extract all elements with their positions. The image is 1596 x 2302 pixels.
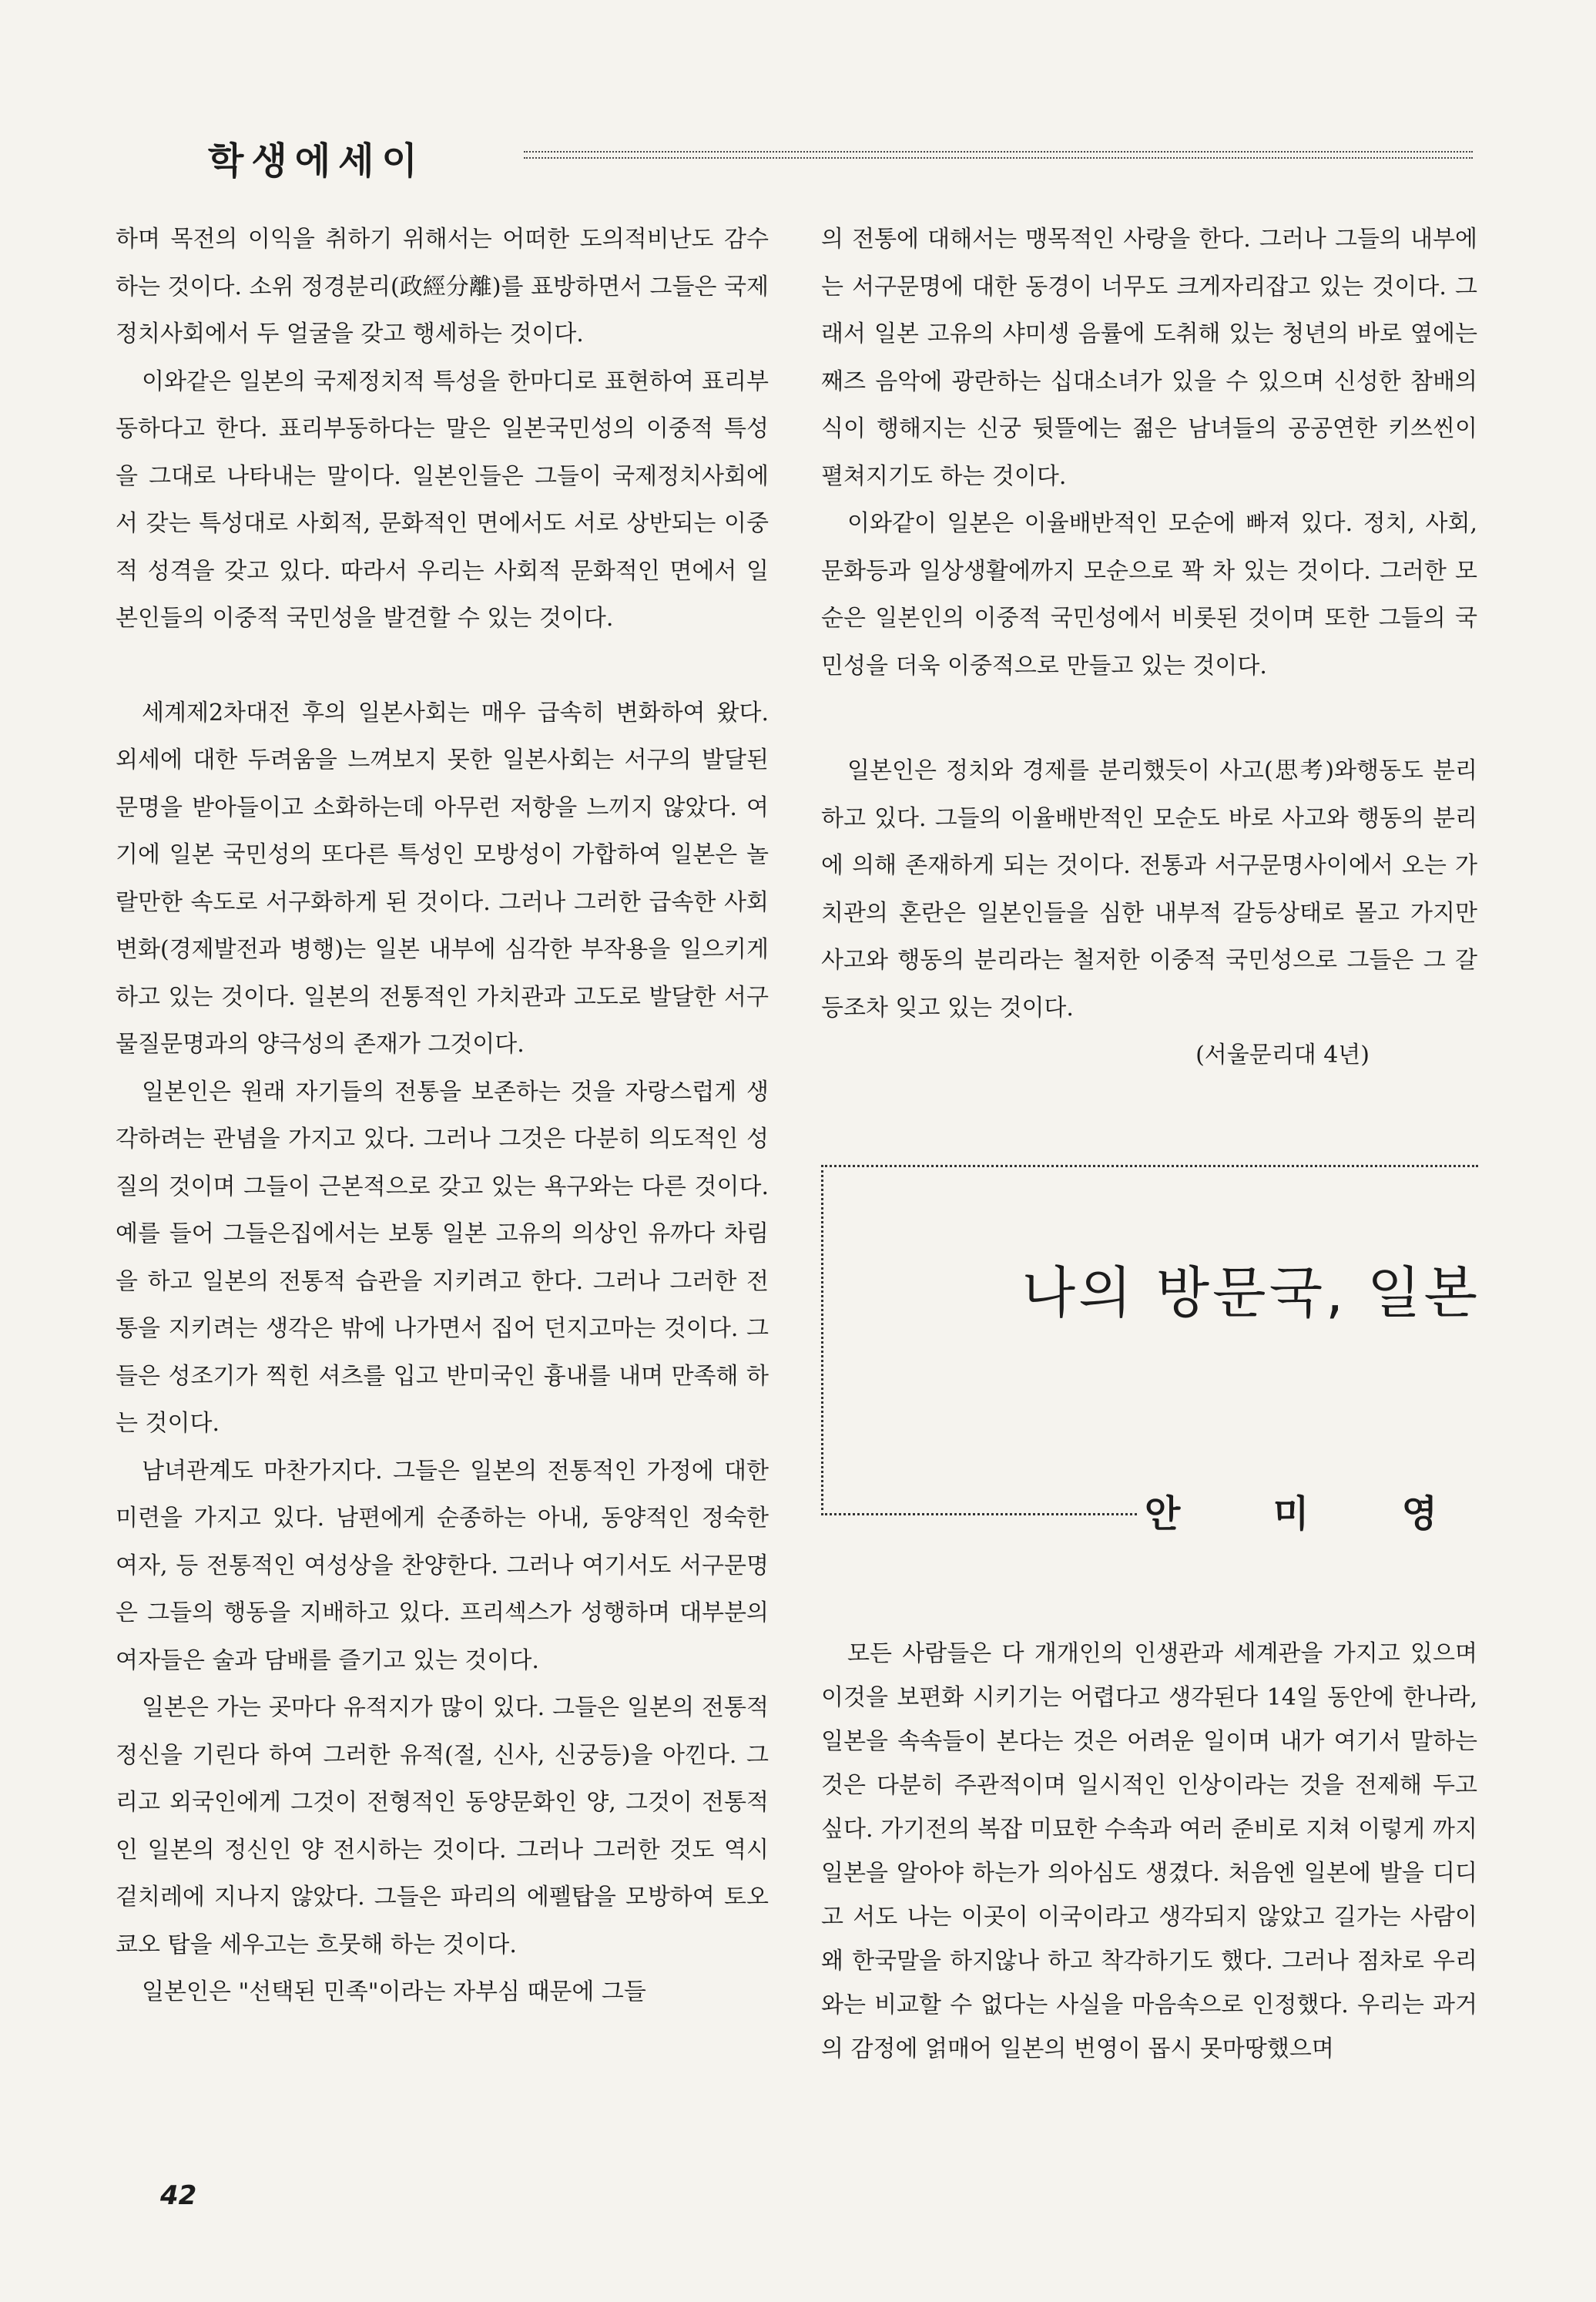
article-title-frame-bottom bbox=[821, 1513, 1137, 1515]
paragraph: 이와같이 일본은 이율배반적인 모순에 빠져 있다. 정치, 사회, 문화등과 일상생활에까지 모순으로 꽉 차 있는 것이다. 그러한 모순은 일본인의 이중적 국민성에서 비롯된 것이며 또한 그들의 국민성을 더욱 이중적으로 만들고 있는 것이다. bbox=[821, 510, 1477, 680]
paragraph: 모든 사람들은 다 개개인의 인생관과 세계관을 가지고 있으며 이것을 보편화 시키기는 어렵다고 생각된다 14일 동안에 한나라, 일본을 속속들이 본다는 것은 어려운 일이며 내가 여기서 말하는 것은 다분히 주관적이며 일시적인 인상이라는 것을 전제해 두고 싶다. 가기전의 복잡 미묘한 수속과 여러 준비로 지쳐 이렇게 까지 일본을 알아야 하는가 의아심도 생겼다. 처음엔 일본에 발을 디디고 서도 나는 이곳이 이국이라고 생각되지 않았고 길가는 사람이 왜 한국말을 하지않나 하고 착각하기도 했다. 그러나 점차로 우리와는 비교할 수 없다는 사실을 마음속으로 인정했다. 우리는 과거의 감정에 얽매어 일본의 번영이 몹시 못마땅했으며 bbox=[821, 1640, 1477, 2062]
paragraph: 일본인은 "선택된 민족"이라는 자부심 때문에 그들 bbox=[142, 1978, 646, 2005]
right-column bbox=[821, 216, 1477, 1079]
paragraph: 일본인은 원래 자기들의 전통을 보존하는 것을 자랑스럽게 생각하려는 관념을 가지고 있다. 그러나 그것은 다분히 의도적인 성질의 것이며 그들이 근본적으로 갖고 있는 욕구와는 다른 것이다. 예를 들어 그들은집에서는 보통 일본 고유의 의상인 유까다 차림을 하고 일본의 전통적 습관을 지키려고 한다. 그러나 그러한 전통을 지키려는 생각은 밖에 나가면서 집어 던지고마는 것이다. 그들은 성조기가 찍힌 셔츠를 입고 반미국인 흉내를 내며 만족해 하는 것이다. bbox=[116, 1078, 769, 1437]
paragraph: 하며 목전의 이익을 취하기 위해서는 어떠한 도의적비난도 감수하는 것이다. 소위 정경분리(政經分離)를 표방하면서 그들은 국제정치사회에서 두 얼굴을 갖고 행세하는 것이다. bbox=[116, 226, 769, 347]
article-title: 나의 방문국, 일본 bbox=[1021, 1260, 1480, 1325]
page-number: 42 bbox=[160, 2180, 197, 2211]
article-title-frame bbox=[821, 1165, 1478, 1515]
section-header: 학생에세이 bbox=[208, 139, 425, 183]
author-affiliation: (서울문리대 4년) bbox=[1195, 1042, 1370, 1069]
paragraph: 세계제2차대전 후의 일본사회는 매우 급속히 변화하여 왔다. 외세에 대한 두려움을 느껴보지 못한 일본사회는 서구의 발달된 문명을 받아들이고 소화하는데 아무런 저항을 느끼지 않았다. 여기에 일본 국민성의 또다른 특성인 모방성이 가합하여 일본은 놀랄만한 속도로 서구화하게 된 것이다. 그러나 그러한 급속한 사회변화(경제발전과 병행)는 일본 내부에 심각한 부작용을 일으키게 하고 있는 것이다. 일본의 전통적인 가치관과 고도로 발달한 서구 물질문명과의 양극성의 존재가 그것이다. bbox=[116, 699, 769, 1058]
article-body bbox=[821, 1632, 1477, 2071]
paragraph-gap bbox=[821, 690, 1477, 747]
paragraph: 남녀관계도 마찬가지다. 그들은 일본의 전통적인 가정에 대한 미련을 가지고 있다. 남편에게 순종하는 아내, 동양적인 정숙한 여자, 등 전통적인 여성상을 찬양한다. 그러나 여기서도 서구문명은 그들의 행동을 지배하고 있다. 프리섹스가 성행하며 대부분의 여자들은 술과 담배를 즐기고 있는 것이다. bbox=[116, 1457, 769, 1674]
header-divider bbox=[524, 151, 1473, 159]
article-author bbox=[1145, 1484, 1437, 1537]
paragraph: 일본인은 정치와 경제를 분리했듯이 사고(思考)와행동도 분리하고 있다. 그들의 이율배반적인 모순도 바로 사고와 행동의 분리에 의해 존재하게 되는 것이다. 전통과 서구문명사이에서 오는 가치관의 혼란은 일본인들을 심한 내부적 갈등상태로 몰고 가지만 사고와 행동의 분리라는 철저한 이중적 국민성으로 그들은 그 갈등조차 잊고 있는 것이다. bbox=[821, 757, 1477, 1022]
author-char: 미 bbox=[1272, 1492, 1309, 1535]
author-char: 안 bbox=[1145, 1492, 1181, 1535]
paragraph-gap bbox=[116, 643, 769, 690]
author-char: 영 bbox=[1401, 1492, 1437, 1535]
left-column bbox=[116, 216, 769, 2016]
paragraph: 일본은 가는 곳마다 유적지가 많이 있다. 그들은 일본의 전통적 정신을 기린다 하여 그러한 유적(절, 신사, 신궁등)을 아낀다. 그리고 외국인에게 그것이 전형적인 동양문화인 양, 그것이 전통적인 일본의 정신인 양 전시하는 것이다. 그러나 그러한 것도 역시 겉치레에 지나지 않았다. 그들은 파리의 에펠탑을 모방하여 토오쿄오 탑을 세우고는 흐뭇해 하는 것이다. bbox=[116, 1694, 769, 1958]
paragraph: 의 전통에 대해서는 맹목적인 사랑을 한다. 그러나 그들의 내부에는 서구문명에 대한 동경이 너무도 크게자리잡고 있는 것이다. 그래서 일본 고유의 샤미셍 음률에 도취해 있는 청년의 바로 옆에는 째즈 음악에 광란하는 십대소녀가 있을 수 있으며 신성한 참배의식이 행해지는 신궁 뒷뜰에는 젊은 남녀들의 공공연한 키쓰씬이 펼쳐지기도 하는 것이다. bbox=[821, 226, 1477, 490]
paragraph: 이와같은 일본의 국제정치적 특성을 한마디로 표현하여 표리부동하다고 한다. 표리부동하다는 말은 일본국민성의 이중적 특성을 그대로 나타내는 말이다. 일본인들은 그들이 국제정치사회에서 갖는 특성대로 사회적, 문화적인 면에서도 서로 상반되는 이중적 성격을 갖고 있다. 따라서 우리는 사회적 문화적인 면에서 일본인들의 이중적 국민성을 발견할 수 있는 것이다. bbox=[116, 367, 769, 632]
